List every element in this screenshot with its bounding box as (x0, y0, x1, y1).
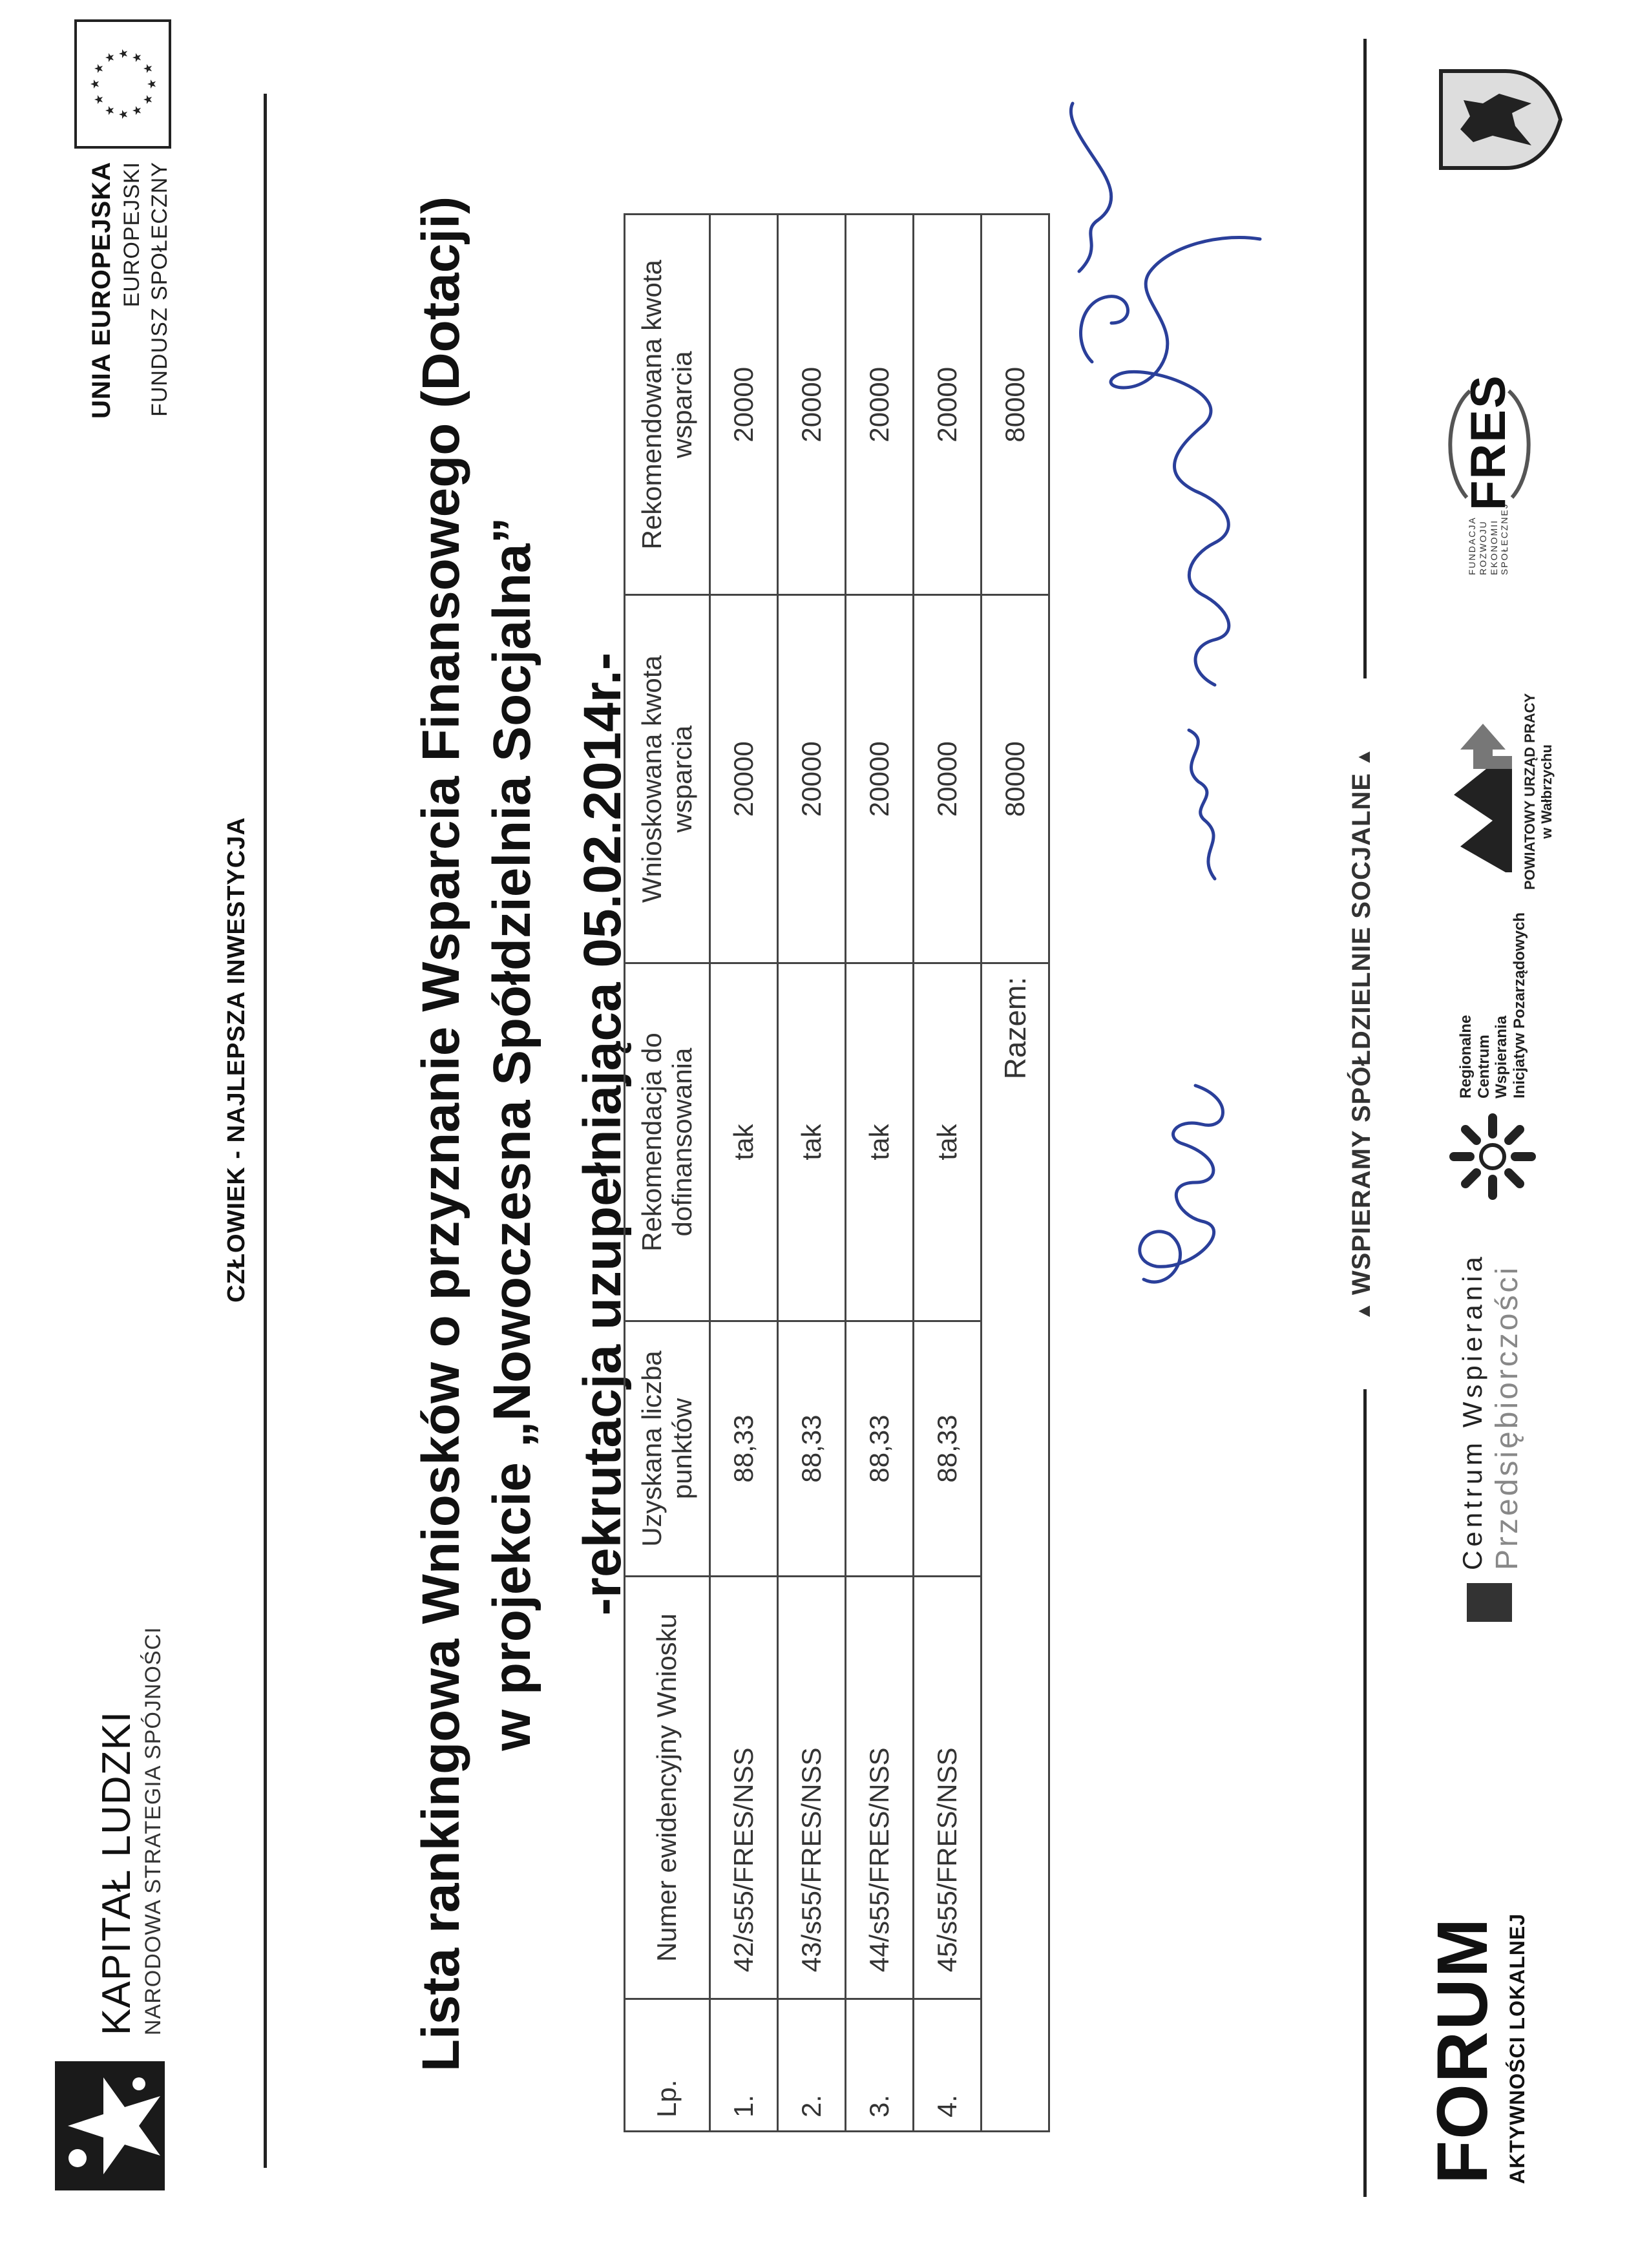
row-recommended: 20000 (846, 215, 914, 596)
signature-2 (1111, 237, 1260, 879)
footer-divider-left (1363, 1389, 1367, 2197)
fres-small-line-1: FUNDACJA (1467, 516, 1477, 575)
row-points: 88,33 (778, 1321, 846, 1577)
rcw-line-3: Wspierania (1493, 1015, 1511, 1098)
header-lp: Lp. (625, 1999, 710, 2132)
table-row (914, 215, 982, 2132)
signature-1 (1140, 1086, 1223, 1282)
total-empty-cell (982, 1576, 1049, 1999)
title-line-3: -rekrutacja uzupełniająca 05.02.2014r.- (573, 652, 632, 1616)
header-requested (625, 595, 710, 963)
fres-small-text (1467, 503, 1510, 575)
cwp-logo-line-1: Centrum Wspierania (1457, 1253, 1487, 1570)
svg-text:★: ★ (89, 78, 102, 90)
program-title: KAPITAŁ LUDZKI (94, 1710, 139, 2035)
cwp-logo-icon (1467, 1583, 1512, 1622)
svg-text:★: ★ (145, 78, 159, 90)
header-points (625, 1321, 710, 1577)
kapital-ludzki-star-icon (42, 2048, 171, 2197)
row-recommendation: tak (710, 963, 778, 1321)
coat-of-arms-icon (1434, 65, 1564, 174)
forum-logo-text: FORUM (1423, 1916, 1502, 2184)
row-recommendation: tak (846, 963, 914, 1321)
rcw-logo-text (1457, 912, 1528, 1098)
table-row (710, 215, 778, 2132)
svg-text:★: ★ (92, 94, 106, 105)
footer-slogan (1347, 678, 1376, 1389)
row-requested: 20000 (710, 595, 778, 963)
triangle-left-icon: ▲ (1353, 1295, 1374, 1321)
svg-text:★: ★ (131, 105, 144, 116)
svg-text:★: ★ (142, 63, 155, 74)
rcw-line-2: Centrum (1475, 1034, 1493, 1098)
row-lp: 1. (710, 1999, 778, 2132)
signatures (1066, 71, 1389, 1331)
row-recommended: 20000 (778, 215, 846, 596)
row-lp: 3. (846, 1999, 914, 2132)
cwp-logo-line-2: Przedsiębiorczości (1490, 1265, 1524, 1570)
row-points: 88,33 (846, 1321, 914, 1577)
header-recommended-line-2: wsparcia (666, 351, 697, 459)
table-total-row (982, 215, 1049, 2132)
header-recommendation-line-2: dofinansowania (666, 1047, 697, 1237)
svg-text:★: ★ (103, 52, 117, 63)
fres-logo-text: FRES (1461, 374, 1516, 510)
row-number: 42/s55/FRES/NSS (710, 1576, 778, 1999)
ranking-table (624, 213, 1050, 2132)
total-empty-cell (982, 1999, 1049, 2132)
header-number (625, 1576, 710, 1999)
title-line-1: Lista rankingowa Wniosków o przyznanie Wsparcia Finansowego (Dotacji) (412, 196, 470, 2072)
fres-small-line-2: ROZWOJU (1477, 520, 1488, 575)
svg-text:★: ★ (131, 52, 144, 63)
header-requested-line-1: Wnioskowana kwota (636, 655, 667, 903)
header-requested-line-2: wsparcia (666, 725, 697, 833)
pup-line-2: w Wałbrzychu (1539, 744, 1555, 839)
fres-small-line-4: SPOŁECZNEJ (1499, 503, 1510, 575)
eu-subtitle-2: FUNDUSZ SPOŁECZNY (147, 162, 172, 417)
eu-title: UNIA EUROPEJSKA (87, 162, 116, 419)
table-header-row (625, 215, 710, 2132)
row-number: 44/s55/FRES/NSS (846, 1576, 914, 1999)
pup-line-1: POWIATOWY URZĄD PRACY (1522, 693, 1538, 890)
row-lp: 4. (914, 1999, 982, 2132)
footer-slogan-text: WSPIERAMY SPÓŁDZIELNIE SOCJALNE (1347, 772, 1376, 1296)
total-recommended: 80000 (982, 215, 1049, 596)
table-row (846, 215, 914, 2132)
footer-divider-right (1363, 39, 1367, 678)
rcw-line-4: Inicjatyw Pozarządowych (1510, 912, 1528, 1098)
program-subtitle: NARODOWA STRATEGIA SPÓJNOŚCI (141, 1626, 165, 2035)
pup-logo-text (1522, 685, 1555, 898)
pup-logo-icon (1447, 711, 1518, 879)
row-requested: 20000 (914, 595, 982, 963)
svg-text:★: ★ (92, 63, 106, 74)
svg-text:★: ★ (117, 48, 131, 59)
svg-text:★: ★ (117, 109, 131, 120)
row-requested: 20000 (778, 595, 846, 963)
row-recommended: 20000 (710, 215, 778, 596)
header-number-text: Numer ewidencyjny Wniosku (651, 1613, 682, 1962)
header-points-line-2: punktów (666, 1398, 697, 1500)
triangle-right-icon: ▲ (1353, 746, 1374, 773)
row-recommendation: tak (914, 963, 982, 1321)
total-label: Razem: (982, 963, 1049, 1321)
row-points: 88,33 (914, 1321, 982, 1577)
header-recommendation-line-1: Rekomendacja do (636, 1033, 667, 1252)
rcw-sunburst-icon (1441, 1105, 1544, 1208)
eu-subtitle-1: EUROPEJSKI (120, 162, 144, 308)
tagline: CZŁOWIEK - NAJLEPSZA INWESTYCJA (223, 817, 250, 1303)
total-empty-cell (982, 1321, 1049, 1577)
fres-small-line-3: EKONOMII (1488, 519, 1499, 575)
svg-text:★: ★ (103, 105, 117, 116)
forum-logo-subtitle: AKTYWNOŚCI LOKALNEJ (1506, 1913, 1529, 2184)
header-divider (264, 94, 267, 2168)
row-number: 43/s55/FRES/NSS (778, 1576, 846, 1999)
title-line-2: w projekcie „Nowoczesna Spółdzielnia Socjalna” (483, 517, 541, 1751)
row-requested: 20000 (846, 595, 914, 963)
table-row (778, 215, 846, 2132)
eu-flag-icon (74, 19, 171, 149)
row-recommendation: tak (778, 963, 846, 1321)
signature-3 (1071, 103, 1128, 362)
header-recommended-line-1: Rekomendowana kwota (636, 260, 667, 550)
header-points-line-1: Uzyskana liczba (636, 1350, 667, 1547)
header-recommended (625, 215, 710, 596)
row-lp: 2. (778, 1999, 846, 2132)
row-recommended: 20000 (914, 215, 982, 596)
row-number: 45/s55/FRES/NSS (914, 1576, 982, 1999)
kapital-ludzki-logo (42, 2048, 171, 2197)
fres-arc-icon (1441, 381, 1538, 510)
svg-text:★: ★ (142, 94, 155, 105)
rcw-line-1: Regionalne (1457, 1014, 1475, 1098)
header-recommendation (625, 963, 710, 1321)
row-points: 88,33 (710, 1321, 778, 1577)
total-requested: 80000 (982, 595, 1049, 963)
